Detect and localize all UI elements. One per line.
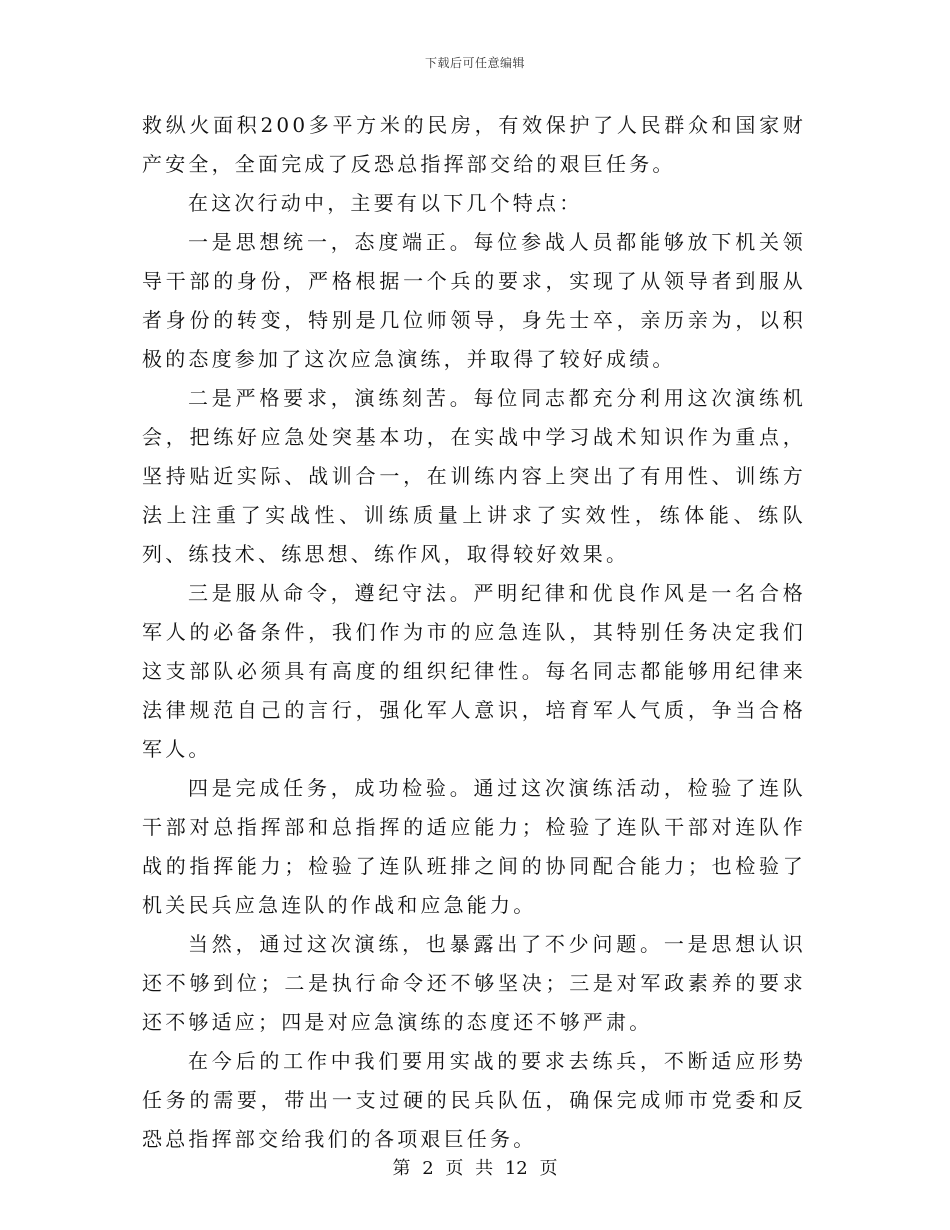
paragraph-future-work: 在今后的工作中我们要用实战的要求去练兵，不断适应形势任务的需要，带出一支过硬的民兵队伍，确保完成师市党委和反恐总指挥部交给我们的各项艰巨任务。 — [142, 1049, 806, 1151]
paragraph-feature-2: 二是严格要求，演练刻苦。每位同志都充分利用这次演练机会，把练好应急处突基本功，在实战中学习战术知识作为重点，坚持贴近实际、战训合一，在训练内容上突出了有用性、训练方法上注重了实战性、训练质量上讲求了实效性，练体能、练队列、练技术、练思想、练作风，取得较好效果。 — [142, 386, 806, 566]
paragraph-feature-3: 三是服从命令，遵纪守法。严明纪律和优良作风是一名合格军人的必备条件，我们作为市的应急连队，其特别任务决定我们这支部队必须具有高度的组织纪律性。每名同志都能够用纪律来法律规范自己的言行，强化军人意识，培育军人气质，争当合格军人。 — [142, 581, 806, 761]
paragraph-problems: 当然，通过这次演练，也暴露出了不少问题。一是思想认识还不够到位；二是执行命令还不够坚决；三是对军政素养的要求还不够适应；四是对应急演练的态度还不够严肃。 — [142, 932, 806, 1034]
paragraph-intro-features: 在这次行动中，主要有以下几个特点： — [188, 191, 583, 215]
document-body — [142, 106, 806, 1159]
header-note: 下载后可任意编辑 — [424, 56, 525, 70]
paragraph-feature-1: 一是思想统一，态度端正。每位参战人员都能够放下机关领导干部的身份，严格根据一个兵的要求，实现了从领导者到服从者身份的转变，特别是几位师领导，身先士卒，亲历亲为，以积极的态度参加了这次应急演练，并取得了较好成绩。 — [142, 230, 806, 371]
page-number-footer: 第 2 页 共 12 页 — [392, 1158, 558, 1179]
paragraph-continuation: 救纵火面积200多平方米的民房，有效保护了人民群众和国家财产安全，全面完成了反恐总指挥部交给的艰巨任务。 — [142, 113, 806, 176]
paragraph-feature-4: 四是完成任务，成功检验。通过这次演练活动，检验了连队干部对总指挥部和总指挥的适应能力；检验了连队干部对连队作战的指挥能力；检验了连队班排之间的协同配合能力；也检验了机关民兵应急连队的作战和应急能力。 — [142, 776, 806, 917]
